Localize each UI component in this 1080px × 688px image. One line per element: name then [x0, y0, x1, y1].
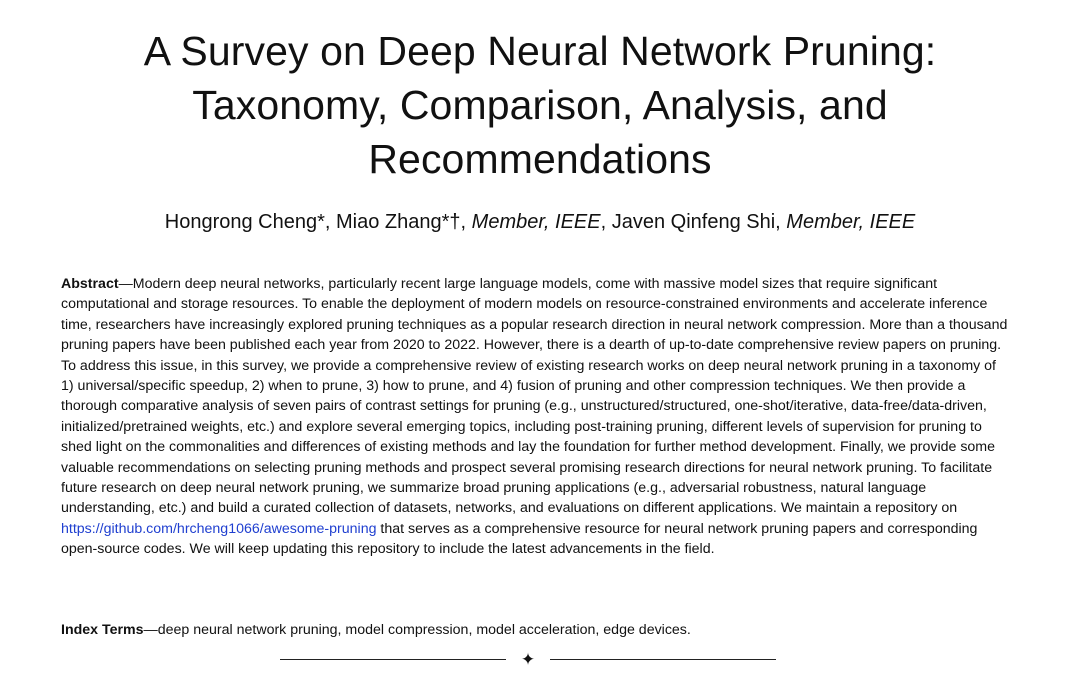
- paper-title: [40, 24, 1040, 186]
- title-line-3: Recommendations: [368, 136, 712, 182]
- author-separator: ,: [600, 211, 612, 233]
- title-line-2: Taxonomy, Comparison, Analysis, and: [192, 82, 888, 128]
- title-line-1: A Survey on Deep Neural Network Pruning:: [143, 28, 937, 74]
- author-miao-zhang: Miao Zhang*†,: [336, 211, 472, 233]
- abstract-text-part-2: that serves as a comprehensive resource for neural network pruning papers and corresponding open-source codes. We will keep updating this repository to include the latest advancements in the field.: [61, 520, 978, 558]
- index-terms-text: —deep neural network pruning, model compression, model acceleration, edge devices.: [143, 622, 691, 638]
- author-miao-zhang-affiliation: Member, IEEE: [471, 211, 601, 233]
- abstract-label: Abstract: [61, 276, 119, 292]
- repository-link[interactable]: https://github.com/hrcheng1066/awesome-pruning: [61, 520, 377, 537]
- abstract-text-part-1: —Modern deep neural networks, particularly recent large language models, come with massive model sizes that require significant computational and storage resources. To enable the deployment of modern models on resource-constrained environments and accelerate inference time, researchers have increasingly explored pruning techniques as a popular research direction in neural network compression. More than a thousand pruning papers have been published each year from 2020 to 2022. However, there is a dearth of up-to-date comprehensive review papers on pruning. To address this issue, in this survey, we provide a comprehensive review of existing research works on deep neural network pruning in a taxonomy of 1) universal/specific speedup, 2) when to prune, 3) how to prune, and 4) fusion of pruning and other compression techniques. We then provide a thorough comparative analysis of seven pairs of contrast settings for pruning (e.g., unstructured/structured, one-shot/iterative, data-free/data-driven, initialized/pretrained weights, etc.) and explore several emerging topics, including post-training pruning, different levels of supervision for pruning to shed light on the commonalities and differences of existing methods and lay the foundation for further method development. Finally, we provide some valuable recommendations on selecting pruning methods and prospect several promising research directions for neural network pruning. To facilitate future research on deep neural network pruning, we summarize broad pruning applications (e.g., adversarial robustness, natural language understanding, etc.) and build a curated collection of datasets, networks, and evaluations on different applications. We maintain a repository on: [61, 276, 1008, 517]
- author-javen-qinfeng-shi: Javen Qinfeng Shi,: [611, 211, 787, 233]
- divider-rule-left: [280, 659, 506, 660]
- index-terms-label: Index Terms: [61, 622, 144, 638]
- divider-rule-right: [550, 659, 776, 660]
- abstract-paragraph: [61, 274, 1011, 560]
- divider-star-icon: ✦: [520, 650, 536, 669]
- author-list: [40, 208, 1040, 236]
- index-terms-paragraph: [61, 620, 1011, 640]
- author-hongrong-cheng: Hongrong Cheng*,: [164, 211, 337, 233]
- section-divider: [280, 648, 776, 672]
- author-javen-shi-affiliation: Member, IEEE: [786, 211, 916, 233]
